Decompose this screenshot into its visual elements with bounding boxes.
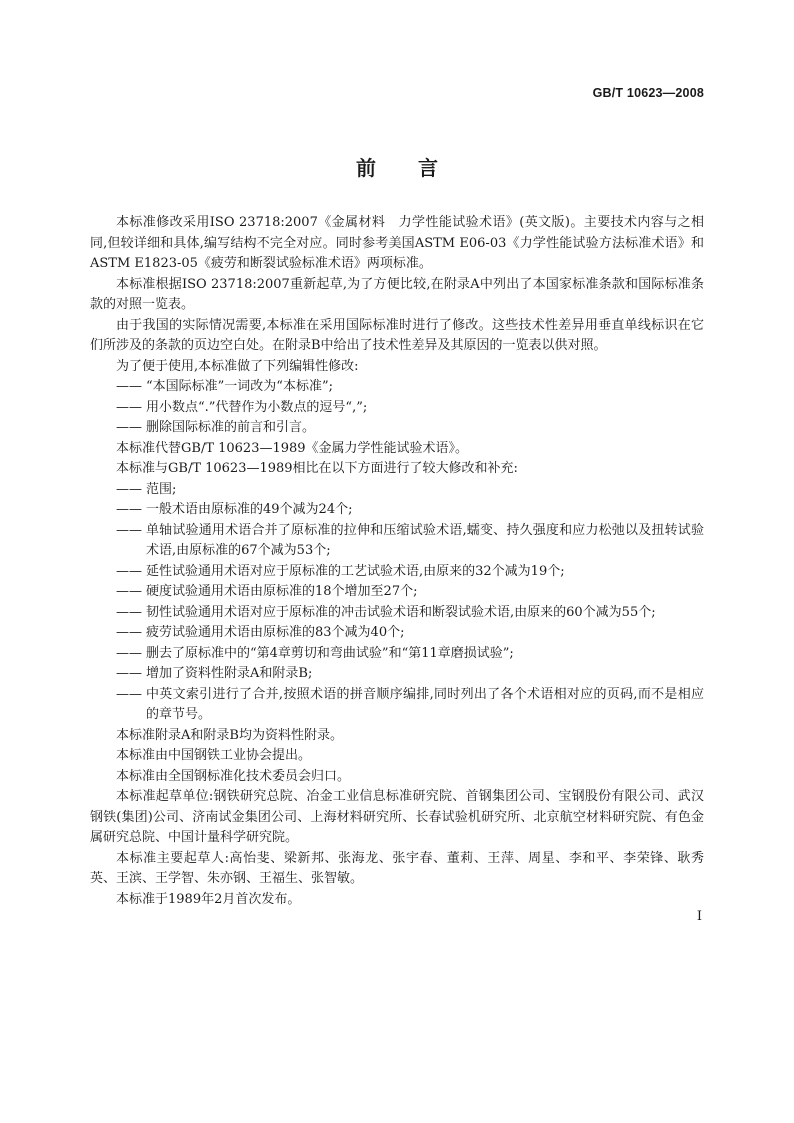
list-item: [90, 582, 704, 603]
dash-marker: ——: [116, 686, 142, 702]
list-item: [90, 664, 704, 685]
dash-marker: ——: [116, 604, 142, 620]
list-item-text: 增加了资料性附录A和附录B;: [146, 666, 313, 681]
paragraph-annexes: 本标准附录A和附录B均为资料性附录。: [116, 727, 343, 743]
dash-marker: ——: [116, 563, 142, 579]
paragraph-technical-differences: 由于我国的实际情况需要,本标准在采用国际标准时进行了修改。这些技术性差异用垂直单线标识在它们所涉及的条款的页边空白处。在附录B中给出了技术性差异及其原因的一览表以供对照。: [90, 317, 704, 353]
list-item: [90, 398, 704, 419]
paragraph-drafting-basis: 本标准根据ISO 23718:2007重新起草,为了方便比较,在附录A中列出了本国家标准条款和国际标准条款的对照一览表。: [90, 276, 704, 312]
paragraph-drafters: 本标准主要起草人:高怡斐、梁新邦、张海龙、张宇春、董莉、王萍、周星、李和平、李荣锋、耿秀英、王滨、王学智、朱亦钢、王福生、张智敏。: [90, 850, 704, 886]
list-item-text: 韧性试验通用术语对应于原标准的冲击试验术语和断裂试验术语,由原来的60个减为55个;: [146, 604, 656, 620]
dash-marker: ——: [116, 481, 142, 497]
paragraph-replaces: 本标准代替GB/T 10623—1989《金属力学性能试验术语》。: [116, 440, 469, 456]
foreword-body: [90, 213, 704, 910]
list-item: [90, 500, 704, 521]
dash-marker: ——: [116, 666, 142, 681]
list-item-text: 延性试验通用术语对应于原标准的工艺试验术语,由原来的32个减为19个;: [146, 563, 565, 579]
standard-code: GB/T 10623—2008: [592, 86, 704, 100]
list-item-text: 中英文索引进行了合并,按照术语的拼音顺序编排,同时列出了各个术语相对应的页码,而不是相应的章节号。: [146, 686, 704, 722]
list-item: [90, 562, 704, 583]
list-item: [90, 685, 704, 726]
list-item: [90, 623, 704, 644]
dash-marker: ——: [116, 379, 142, 394]
list-item-text: “本国际标准”一词改为“本标准”;: [146, 379, 333, 394]
dash-marker: ——: [116, 522, 142, 538]
list-item: [90, 418, 704, 439]
list-item-text: 疲劳试验通用术语由原标准的83个减为40个;: [146, 625, 405, 640]
paragraph-adoption: 本标准修改采用ISO 23718:2007《金属材料 力学性能试验术语》(英文版)。主要技术内容与之相同,但较详细和具体,编写结构不完全对应。同时参考美国ASTM E06-03《力学性能试验方法标准术语》和ASTM E1823-05《疲劳和断裂试验标准术语》两项标准。: [90, 215, 704, 271]
list-item: [90, 603, 704, 624]
list-item-text: 硬度试验通用术语由原标准的18个增加至27个;: [146, 584, 418, 599]
page-title: 前言: [356, 156, 480, 180]
paragraph-centralized-by: 本标准由全国钢标准化技术委员会归口。: [116, 768, 351, 784]
paragraph-proposed-by: 本标准由中国钢铁工业协会提出。: [116, 748, 312, 763]
dash-marker: ——: [116, 625, 142, 640]
list-item: [90, 521, 704, 562]
paragraph-drafting-units: 本标准起草单位:钢铁研究总院、冶金工业信息标准研究院、首钢集团公司、宝钢股份有限公司、武汉钢铁(集团)公司、济南试金集团公司、上海材料研究所、长春试验机研究所、北京航空材料研究院、有色金属研究总院、中国计量科学研究院。: [90, 789, 704, 845]
list-item: [90, 644, 704, 665]
page-number: I: [696, 909, 702, 924]
list-item-text: 用小数点“.”代替作为小数点的逗号“,”;: [146, 399, 368, 415]
list-item-text: 删去了原标准中的“第4章剪切和弯曲试验”和“第11章磨损试验”;: [146, 645, 514, 661]
paragraph-editorial-intro: 为了便于使用,本标准做了下列编辑性修改:: [116, 358, 359, 374]
list-item-text: 范围;: [146, 481, 177, 497]
dash-marker: ——: [116, 502, 142, 517]
dash-marker: ——: [116, 420, 142, 435]
dash-marker: ——: [116, 645, 142, 661]
list-item: [90, 377, 704, 398]
dash-marker: ——: [116, 399, 142, 415]
list-item: [90, 480, 704, 501]
list-item-text: 一般术语由原标准的49个减为24个;: [146, 502, 353, 517]
paragraph-changes-intro: 本标准与GB/T 10623—1989相比在以下方面进行了较大修改和补充:: [116, 461, 518, 476]
dash-marker: ——: [116, 584, 142, 599]
paragraph-first-issue: 本标准于1989年2月首次发布。: [116, 891, 301, 907]
list-item-text: 删除国际标准的前言和引言。: [146, 420, 316, 435]
list-item-text: 单轴试验通用术语合并了原标准的拉伸和压缩试验术语,蠕变、持久强度和应力松弛以及扭转试验术语,由原标准的67个减为53个;: [146, 522, 704, 558]
